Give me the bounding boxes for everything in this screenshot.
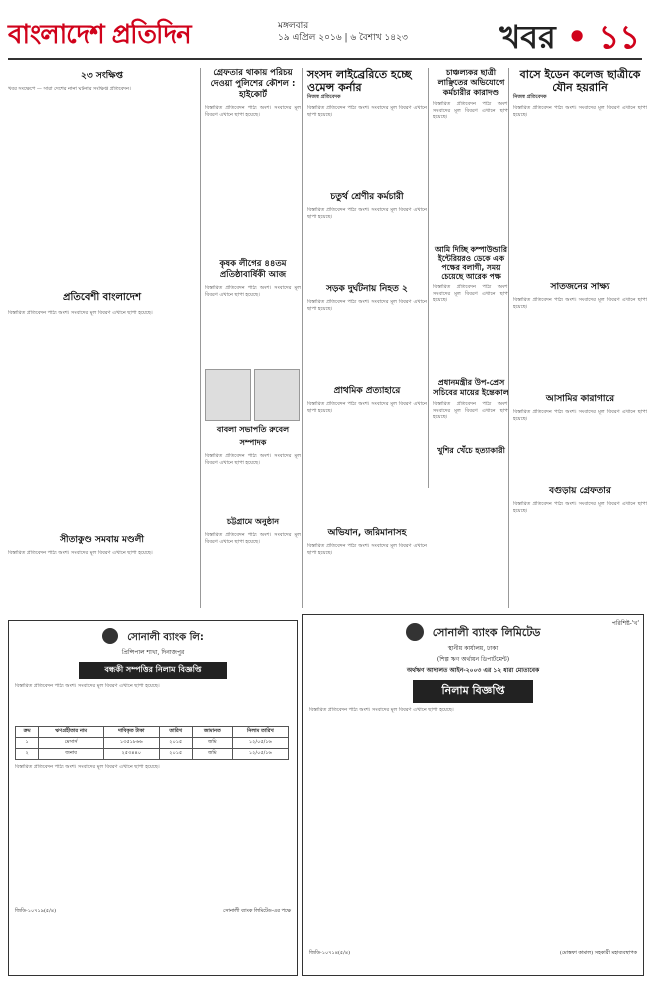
eden-title: বাসে ইডেন কলেজ ছাত্রীকে যৌন হয়রানি [519, 68, 641, 94]
bank-logo-icon [102, 628, 118, 644]
table-header-cell: নিলাম তারিখ [232, 727, 288, 738]
weekday: মঙ্গলবার [278, 21, 309, 31]
district-body: বিস্তারিত প্রতিবেদন পাঠ্য অংশ। সংবাদের মূল বিবরণ এখানে ছাপা হয়েছে। [513, 501, 647, 514]
textile-title: সীতাকুণ্ড সমবায় মণ্ডলী [60, 535, 144, 545]
table-cell: ২৫৩৪৪০ [103, 749, 159, 760]
deaths-body: বিস্তারিত প্রতিবেদন পাঠ্য অংশ। সংবাদের মূল বিবরণ এখানে ছাপা হয়েছে। [307, 543, 427, 556]
parliament-byline: নিজস্ব প্রতিবেদক [307, 94, 341, 100]
table-cell: ১৩৫১৮৬৬ [103, 738, 159, 749]
caption-body: বিস্তারিত প্রতিবেদন পাঠ্য অংশ। সংবাদের মূল বিবরণ এখানে ছাপা হয়েছে। [205, 453, 301, 466]
pm-body: বিস্তারিত প্রতিবেদন পাঠ্য অংশ। সংবাদের মূল বিবরণ এখানে ছাপা হয়েছে। [433, 401, 509, 420]
parliament-column [302, 68, 427, 608]
auction-table [15, 726, 289, 760]
protest-body: বিস্তারিত প্রতিবেদন পাঠ্য অংশ। সংবাদের মূল বিবরণ এখানে ছাপা হয়েছে। [307, 401, 427, 414]
textile-body: বিস্তারিত প্রতিবেদন পাঠ্য অংশ। সংবাদের মূল বিবরণ এখানে ছাপা হয়েছে। [8, 550, 153, 556]
pm-title: প্রধানমন্ত্রীর উপ-প্রেস সচিবের মায়ের ইন্তেকাল [433, 378, 509, 397]
ad-signature: (মোস্তফা কামাল) সহকারী মহাব্যবস্থাপক [559, 950, 637, 956]
table-row [16, 749, 289, 760]
student-title: চাঞ্চল্যকর ছাত্রী লাঞ্ছিতের অভিযোগে কর্মচারীর কারাদণ্ড [437, 68, 505, 97]
anniversary-title: কৃষক লীগের ৪৪তম প্রতিষ্ঠাবার্ষিকী আজ [219, 259, 287, 280]
section-header [499, 12, 640, 66]
police-title: গ্রেফতার থাকায় পরিচয় দেওয়া পুলিশের কৌশল : হাইকোর্ট [210, 68, 296, 100]
sonali-right-ad [302, 614, 644, 976]
protest-title: প্রাথমিক প্রত্যাহারে [333, 386, 401, 396]
table-header-cell: দাবিকৃত টাকা [103, 727, 159, 738]
date: ১৯ এপ্রিল ২০১৬ | ৬ বৈশাখ ১৪২৩ [278, 33, 408, 43]
ad-ref: জিডি-১০৭১৪(৫/৪) [309, 950, 351, 956]
table-header-row [16, 727, 289, 738]
ad-sub: (শিল্প ঋণ অর্থায়ন ডিপার্টমেন্ট) [436, 656, 510, 663]
table-cell: জমি [192, 749, 232, 760]
portrait-row [205, 369, 301, 421]
newspaper-logo: বাংলাদেশ প্রতিদিন [8, 20, 191, 50]
witness-title: সাতজনের সাক্ষ্য [550, 282, 610, 292]
offer-title: আমি দিচ্ছি কম্পাউন্ডারি ইন্টেরিয়রও ডেকে এক পক্ষের বলাগী, সময় চেয়েছে আরেক পক্ষ [434, 245, 507, 281]
ad-terms: বিস্তারিত প্রতিবেদন পাঠ্য অংশ। সংবাদের মূল বিবরণ এখানে ছাপা হয়েছে। [15, 764, 160, 770]
ad-footer: সোনালী ব্যাংক লিমিটেড-এর পক্ষে [223, 908, 291, 914]
table-cell: ১২/০৫/১৬ [232, 749, 288, 760]
photo-caption: বাবলা সভাপতি রুবেল সম্পাদক [216, 425, 290, 447]
student-column [428, 68, 509, 488]
accident-title: সড়ক দুর্ঘটনায় নিহত ২ [326, 284, 408, 294]
parliament-title: সংসদ লাইব্রেরিতে হচ্ছে ওমেন্স কর্নার [307, 68, 412, 94]
portrait-photo [205, 369, 251, 421]
table-cell: জনাব [39, 749, 104, 760]
table-header-cell: ঋণগ্রহীতার নাম [39, 727, 104, 738]
brief-title: ২৩ সংক্ষিপ্ত [81, 71, 123, 81]
ad-title: বন্ধকী সম্পত্তির নিলাম বিজ্ঞপ্তি [79, 662, 227, 679]
deaths-title: অভিযান, জরিমানাসহ [327, 528, 407, 538]
dateline [278, 20, 408, 44]
ad-branch: স্থানীয় কার্যালয়, ঢাকা [447, 645, 499, 652]
table-cell: ১২/০৫/১৬ [232, 738, 288, 749]
district-title: বগুড়ায় গ্রেফতার [549, 486, 611, 496]
table-header-cell: ক্রম [16, 727, 39, 738]
fourth-class-body: বিস্তারিত প্রতিবেদন পাঠ্য অংশ। সংবাদের মূল বিবরণ এখানে ছাপা হয়েছে। [307, 207, 427, 220]
eden-column [508, 68, 647, 608]
eden-byline: নিজস্ব প্রতিবেদক [513, 94, 547, 100]
masthead [8, 10, 642, 60]
ad-body: বিস্তারিত প্রতিবেদন পাঠ্য অংশ। সংবাদের মূল বিবরণ এখানে ছাপা হয়েছে। [309, 707, 454, 713]
table-cell: ২ [16, 749, 39, 760]
ad-intro: বিস্তারিত প্রতিবেদন পাঠ্য অংশ। সংবাদের মূল বিবরণ এখানে ছাপা হয়েছে। [15, 683, 160, 689]
table-cell: ২০১৫ [159, 749, 192, 760]
dot-icon: • [555, 18, 599, 56]
chittagong-title: চট্টগ্রামে অনুষ্ঠান [226, 517, 280, 526]
eden-body: বিস্তারিত প্রতিবেদন পাঠ্য অংশ। সংবাদের মূল বিবরণ এখানে ছাপা হয়েছে। [513, 105, 647, 118]
ad-ref: জিডি-১০৭১৯(৫/৪) [15, 908, 57, 914]
ad-bank-name: সোনালী ব্যাংক লি: [127, 632, 204, 643]
bank-logo-icon [406, 623, 424, 641]
ad-title: নিলাম বিজ্ঞপ্তি [413, 680, 533, 703]
anniversary-body: বিস্তারিত প্রতিবেদন পাঠ্য অংশ। সংবাদের মূল বিবরণ এখানে ছাপা হয়েছে। [205, 285, 301, 298]
section-name: খবর [499, 18, 556, 56]
police-body: বিস্তারিত প্রতিবেদন পাঠ্য অংশ। সংবাদের মূল বিবরণ এখানে ছাপা হয়েছে। [205, 105, 301, 118]
page-number: ১১ [598, 18, 640, 56]
table-cell: মেসার্স [39, 738, 104, 749]
ad-act: অর্থঋণ আদালত আইন-২০০৩ এর ১২ ধারা মোতাবেক [406, 667, 540, 674]
parliament-body: বিস্তারিত প্রতিবেদন পাঠ্য অংশ। সংবাদের মূল বিবরণ এখানে ছাপা হয়েছে। [307, 105, 427, 118]
court-title: আসামির কারাগারে [545, 394, 615, 404]
table-header-cell: তারিখ [159, 727, 192, 738]
witness-body: বিস্তারিত প্রতিবেদন পাঠ্য অংশ। সংবাদের মূল বিবরণ এখানে ছাপা হয়েছে। [513, 297, 647, 310]
table-row [16, 738, 289, 749]
court-body: বিস্তারিত প্রতিবেদন পাঠ্য অংশ। সংবাদের মূল বিবরণ এখানে ছাপা হয়েছে। [513, 409, 647, 422]
chittagong-body: বিস্তারিত প্রতিবেদন পাঠ্য অংশ। সংবাদের মূল বিবরণ এখানে ছাপা হয়েছে। [205, 532, 301, 545]
murder-title: খুশির খেঁচে হত্যাকারী [437, 446, 505, 455]
table-cell: জমি [192, 738, 232, 749]
sonali-left-ad [8, 620, 298, 976]
table-cell: ১ [16, 738, 39, 749]
ad-branch: প্রিন্সিপাল শাখা, দিনাজপুর [121, 649, 185, 656]
portrait-photo [254, 369, 300, 421]
ad-tag: পরিশিষ্ট-'খ' [611, 620, 639, 627]
table-cell: ২০১৫ [159, 738, 192, 749]
offer-body: বিস্তারিত প্রতিবেদন পাঠ্য অংশ। সংবাদের মূল বিবরণ এখানে ছাপা হয়েছে। [433, 284, 509, 303]
student-body: বিস্তারিত প্রতিবেদন পাঠ্য অংশ। সংবাদের মূল বিবরণ এখানে ছাপা হয়েছে। [433, 101, 509, 120]
ad-bank-name: সোনালী ব্যাংক লিমিটেড [432, 626, 541, 639]
friends-body: বিস্তারিত প্রতিবেদন পাঠ্য অংশ। সংবাদের মূল বিবরণ এখানে ছাপা হয়েছে। [8, 310, 153, 316]
police-column [200, 68, 301, 608]
brief-column [8, 68, 196, 660]
brief-body: খবর সংক্ষেপে — সারা দেশের নানা ঘটনার সংক্ষিপ্ত প্রতিবেদন। [8, 86, 131, 92]
table-header-cell: জামানত [192, 727, 232, 738]
accident-body: বিস্তারিত প্রতিবেদন পাঠ্য অংশ। সংবাদের মূল বিবরণ এখানে ছাপা হয়েছে। [307, 299, 427, 312]
fourth-class-title: চতুর্থ শ্রেণীর কর্মচারী [330, 192, 404, 202]
friends-title: প্রতিবেশী বাংলাদেশ [63, 292, 141, 303]
